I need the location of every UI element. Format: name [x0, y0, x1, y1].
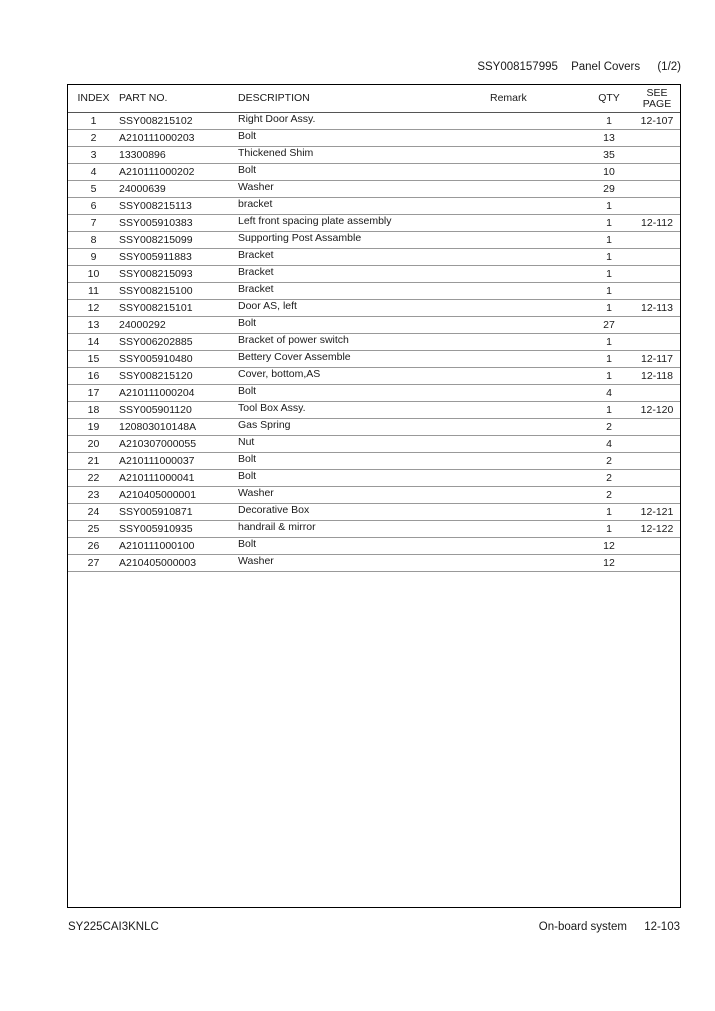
cell-remark: [490, 181, 584, 198]
cell-part-no: A210111000204: [119, 385, 238, 402]
cell-description: [238, 351, 490, 368]
cell-description: [238, 402, 490, 419]
cell-see-page: [634, 419, 680, 436]
description-text: Bolt: [238, 470, 257, 482]
description-text: handrail & mirror: [238, 521, 316, 533]
table-row: [68, 147, 680, 164]
cell-remark: [490, 198, 584, 215]
cell-qty: 10: [584, 164, 634, 181]
cell-qty: 2: [584, 487, 634, 504]
table-row: [68, 300, 680, 317]
cell-part-no: A210111000037: [119, 453, 238, 470]
description-text: Bolt: [238, 385, 257, 397]
description-text: Right Door Assy.: [238, 113, 316, 125]
cell-part-no: SSY005910383: [119, 215, 238, 232]
cell-see-page: [634, 334, 680, 351]
footer-right: [539, 921, 680, 933]
cell-description: [238, 249, 490, 266]
cell-qty: 1: [584, 283, 634, 300]
table-row: [68, 283, 680, 300]
cell-index: 22: [68, 470, 119, 487]
cell-description: [238, 334, 490, 351]
cell-remark: [490, 436, 584, 453]
cell-qty: 13: [584, 130, 634, 147]
page-indicator: (1/2): [657, 61, 681, 73]
table-row: [68, 317, 680, 334]
cell-description: [238, 453, 490, 470]
cell-see-page: 12-118: [634, 368, 680, 385]
description-text: Bolt: [238, 538, 257, 550]
page-header: [477, 61, 681, 73]
table-row: [68, 368, 680, 385]
cell-see-page: [634, 283, 680, 300]
cell-see-page: [634, 130, 680, 147]
cell-qty: 1: [584, 266, 634, 283]
cell-index: 9: [68, 249, 119, 266]
table-row: [68, 385, 680, 402]
cell-description: [238, 436, 490, 453]
table-row: [68, 181, 680, 198]
cell-see-page: [634, 453, 680, 470]
cell-index: 8: [68, 232, 119, 249]
column-header-remark: Remark: [490, 85, 584, 113]
description-text: Tool Box Assy.: [238, 402, 306, 414]
table-row: [68, 266, 680, 283]
table-row: [68, 538, 680, 555]
cell-description: [238, 487, 490, 504]
cell-index: 17: [68, 385, 119, 402]
cell-part-no: A210111000202: [119, 164, 238, 181]
cell-qty: 1: [584, 351, 634, 368]
table-row: [68, 351, 680, 368]
cell-description: [238, 181, 490, 198]
machine-model: SY225CAI3KNLC: [68, 921, 159, 933]
cell-description: [238, 147, 490, 164]
cell-index: 23: [68, 487, 119, 504]
cell-index: 13: [68, 317, 119, 334]
description-text: Bracket: [238, 266, 274, 278]
description-text: Bolt: [238, 317, 257, 329]
table-row: [68, 419, 680, 436]
cell-index: 16: [68, 368, 119, 385]
cell-description: [238, 113, 490, 130]
cell-description: [238, 130, 490, 147]
cell-qty: 1: [584, 300, 634, 317]
cell-qty: 4: [584, 385, 634, 402]
cell-remark: [490, 266, 584, 283]
page-number: 12-103: [644, 921, 680, 933]
cell-remark: [490, 147, 584, 164]
cell-index: 21: [68, 453, 119, 470]
cell-description: [238, 470, 490, 487]
cell-part-no: A210405000001: [119, 487, 238, 504]
description-text: Bolt: [238, 130, 257, 142]
cell-see-page: [634, 266, 680, 283]
assembly-code: SSY008157995: [477, 61, 558, 73]
cell-index: 1: [68, 113, 119, 130]
cell-index: 3: [68, 147, 119, 164]
cell-description: [238, 164, 490, 181]
table-row: [68, 436, 680, 453]
description-text: Decorative Box: [238, 504, 310, 516]
cell-part-no: A210111000100: [119, 538, 238, 555]
cell-remark: [490, 249, 584, 266]
cell-qty: 12: [584, 538, 634, 555]
description-text: Washer: [238, 487, 274, 499]
cell-part-no: SSY008215100: [119, 283, 238, 300]
cell-see-page: [634, 555, 680, 572]
cell-index: 25: [68, 521, 119, 538]
cell-qty: 1: [584, 215, 634, 232]
cell-qty: 1: [584, 504, 634, 521]
cell-remark: [490, 504, 584, 521]
cell-remark: [490, 368, 584, 385]
cell-description: [238, 198, 490, 215]
cell-index: 7: [68, 215, 119, 232]
assembly-title: Panel Covers: [571, 61, 641, 73]
cell-description: [238, 300, 490, 317]
cell-qty: 2: [584, 470, 634, 487]
cell-remark: [490, 555, 584, 572]
table-row: [68, 215, 680, 232]
description-text: Left front spacing plate assembly: [238, 215, 392, 227]
cell-see-page: [634, 249, 680, 266]
cell-description: [238, 317, 490, 334]
description-text: bracket: [238, 198, 273, 210]
table-row: [68, 198, 680, 215]
cell-remark: [490, 470, 584, 487]
cell-see-page: [634, 487, 680, 504]
table-row: [68, 521, 680, 538]
cell-remark: [490, 385, 584, 402]
cell-index: 14: [68, 334, 119, 351]
description-text: Bolt: [238, 164, 257, 176]
cell-part-no: SSY005910935: [119, 521, 238, 538]
description-text: Door AS, left: [238, 300, 297, 312]
cell-qty: 1: [584, 402, 634, 419]
cell-remark: [490, 351, 584, 368]
table-row: [68, 555, 680, 572]
cell-index: 18: [68, 402, 119, 419]
cell-description: [238, 368, 490, 385]
table-row: [68, 453, 680, 470]
cell-index: 11: [68, 283, 119, 300]
cell-see-page: [634, 198, 680, 215]
table-row: [68, 487, 680, 504]
cell-index: 10: [68, 266, 119, 283]
cell-part-no: SSY008215102: [119, 113, 238, 130]
cell-qty: 35: [584, 147, 634, 164]
cell-qty: 2: [584, 453, 634, 470]
cell-remark: [490, 317, 584, 334]
cell-part-no: 24000292: [119, 317, 238, 334]
cell-part-no: SSY008215101: [119, 300, 238, 317]
description-text: Supporting Post Assamble: [238, 232, 362, 244]
cell-description: [238, 419, 490, 436]
cell-part-no: SSY008215120: [119, 368, 238, 385]
see-page-line1: SEE: [646, 86, 668, 99]
cell-qty: 29: [584, 181, 634, 198]
table-row: [68, 470, 680, 487]
cell-see-page: [634, 317, 680, 334]
cell-part-no: 120803010148A: [119, 419, 238, 436]
cell-description: [238, 385, 490, 402]
cell-description: [238, 555, 490, 572]
cell-see-page: [634, 385, 680, 402]
cell-remark: [490, 538, 584, 555]
column-header-qty: QTY: [584, 85, 634, 113]
cell-index: 15: [68, 351, 119, 368]
cell-part-no: SSY005911883: [119, 249, 238, 266]
cell-part-no: 13300896: [119, 147, 238, 164]
cell-see-page: [634, 538, 680, 555]
table-row: [68, 504, 680, 521]
description-text: Thickened Shim: [238, 147, 314, 159]
table-row: [68, 113, 680, 130]
cell-see-page: [634, 164, 680, 181]
cell-index: 20: [68, 436, 119, 453]
cell-remark: [490, 164, 584, 181]
table-row: [68, 232, 680, 249]
column-header-see-page: [634, 85, 680, 113]
cell-remark: [490, 334, 584, 351]
description-text: Bettery Cover Assemble: [238, 351, 351, 363]
cell-part-no: SSY008215093: [119, 266, 238, 283]
cell-see-page: [634, 181, 680, 198]
cell-remark: [490, 453, 584, 470]
cell-remark: [490, 232, 584, 249]
cell-part-no: SSY005910871: [119, 504, 238, 521]
cell-qty: 1: [584, 113, 634, 130]
cell-index: 2: [68, 130, 119, 147]
table-row: [68, 164, 680, 181]
parts-table-body: [68, 113, 680, 572]
cell-remark: [490, 113, 584, 130]
table-row: [68, 249, 680, 266]
table-row: [68, 402, 680, 419]
cell-index: 19: [68, 419, 119, 436]
section-name: On-board system: [538, 921, 627, 933]
cell-description: [238, 521, 490, 538]
parts-table: [68, 85, 680, 572]
description-text: Washer: [238, 181, 274, 193]
cell-part-no: SSY005901120: [119, 402, 238, 419]
cell-part-no: A210307000055: [119, 436, 238, 453]
cell-remark: [490, 300, 584, 317]
table-header-row: [68, 85, 680, 113]
cell-description: [238, 215, 490, 232]
description-text: Bracket: [238, 249, 274, 261]
cell-see-page: 12-122: [634, 521, 680, 538]
cell-see-page: 12-107: [634, 113, 680, 130]
cell-qty: 1: [584, 249, 634, 266]
cell-part-no: SSY006202885: [119, 334, 238, 351]
cell-qty: 27: [584, 317, 634, 334]
cell-see-page: 12-121: [634, 504, 680, 521]
cell-remark: [490, 130, 584, 147]
description-text: Bracket: [238, 283, 274, 295]
cell-index: 4: [68, 164, 119, 181]
cell-part-no: SSY008215113: [119, 198, 238, 215]
cell-see-page: [634, 147, 680, 164]
cell-index: 6: [68, 198, 119, 215]
cell-qty: 4: [584, 436, 634, 453]
see-page-line2: PAGE: [642, 97, 672, 110]
description-text: Gas Spring: [238, 419, 291, 431]
cell-see-page: [634, 436, 680, 453]
cell-see-page: 12-113: [634, 300, 680, 317]
cell-qty: 1: [584, 368, 634, 385]
parts-list-frame: [67, 84, 681, 908]
table-row: [68, 334, 680, 351]
description-text: Cover, bottom,AS: [238, 368, 321, 380]
cell-description: [238, 504, 490, 521]
cell-remark: [490, 215, 584, 232]
cell-index: 24: [68, 504, 119, 521]
cell-part-no: A210111000203: [119, 130, 238, 147]
cell-see-page: 12-117: [634, 351, 680, 368]
cell-remark: [490, 487, 584, 504]
cell-qty: 1: [584, 521, 634, 538]
cell-qty: 2: [584, 419, 634, 436]
cell-see-page: 12-112: [634, 215, 680, 232]
cell-description: [238, 283, 490, 300]
cell-description: [238, 232, 490, 249]
cell-remark: [490, 419, 584, 436]
description-text: Bracket of power switch: [238, 334, 349, 346]
cell-index: 12: [68, 300, 119, 317]
cell-remark: [490, 283, 584, 300]
cell-qty: 1: [584, 334, 634, 351]
cell-qty: 1: [584, 198, 634, 215]
cell-description: [238, 266, 490, 283]
cell-index: 26: [68, 538, 119, 555]
cell-qty: 1: [584, 232, 634, 249]
description-text: Nut: [238, 436, 255, 448]
cell-part-no: A210405000003: [119, 555, 238, 572]
cell-index: 27: [68, 555, 119, 572]
cell-see-page: [634, 232, 680, 249]
column-header-index: INDEX: [68, 85, 119, 113]
cell-part-no: SSY008215099: [119, 232, 238, 249]
cell-description: [238, 538, 490, 555]
column-header-description: DESCRIPTION: [238, 85, 490, 113]
cell-part-no: 24000639: [119, 181, 238, 198]
description-text: Bolt: [238, 453, 257, 465]
table-row: [68, 130, 680, 147]
cell-part-no: SSY005910480: [119, 351, 238, 368]
cell-index: 5: [68, 181, 119, 198]
cell-see-page: [634, 470, 680, 487]
description-text: Washer: [238, 555, 274, 567]
cell-part-no: A210111000041: [119, 470, 238, 487]
cell-qty: 12: [584, 555, 634, 572]
column-header-part-no: PART NO.: [119, 85, 238, 113]
cell-remark: [490, 402, 584, 419]
cell-see-page: 12-120: [634, 402, 680, 419]
cell-remark: [490, 521, 584, 538]
